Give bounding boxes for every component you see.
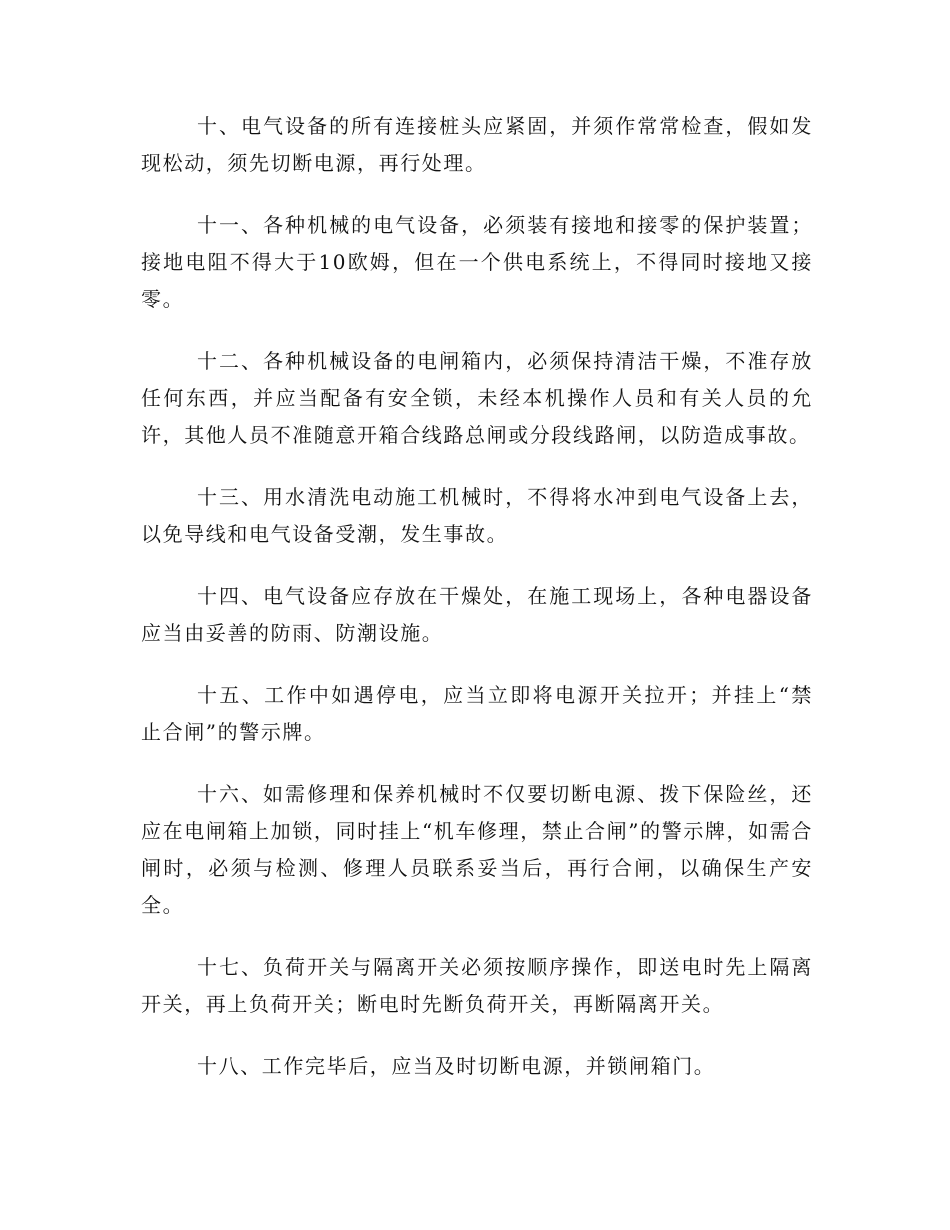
paragraph-15: 十五、工作中如遇停电，应当立即将电源开关拉开；并挂上“禁止合闸”的警示牌。: [141, 683, 813, 744]
paragraph-14: 十四、电气设备应存放在干燥处，在施工现场上，各种电器设备应当由妥善的防雨、防潮设施。: [141, 584, 813, 645]
paragraph-12: 十二、各种机械设备的电闸箱内，必须保持清洁干燥，不准存放任何东西，并应当配备有安全锁，未经本机操作人员和有关人员的允许，其他人员不准随意开箱合线路总闸或分段线路闸，以防造成事故。: [141, 349, 813, 447]
paragraph-18: 十八、工作完毕后，应当及时切断电源，并锁闸箱门。: [197, 1054, 716, 1078]
document-body: [141, 108, 813, 1110]
paragraph-10: 十、电气设备的所有连接桩头应紧固，并须作常常检查，假如发现松动，须先切断电源，再行处理。: [141, 114, 813, 175]
paragraph-16: 十六、如需修理和保养机械时不仅要切断电源、拨下保险丝，还应在电闸箱上加锁，同时挂上“机车修理，禁止合闸”的警示牌，如需合闸时，必须与检测、修理人员联系妥当后，再行合闸，以确保生产安全。: [141, 782, 813, 917]
paragraph-11: 十一、各种机械的电气设备，必须装有接地和接零的保护装置；接地电阻不得大于10欧姆，但在一个供电系统上，不得同时接地又接零。: [141, 213, 813, 311]
paragraph-13: 十三、用水清洗电动施工机械时，不得将水冲到电气设备上去，以免导线和电气设备受潮，发生事故。: [141, 485, 813, 546]
paragraph-17: 十七、负荷开关与隔离开关必须按顺序操作，即送电时先上隔离开关，再上负荷开关；断电时先断负荷开关，再断隔离开关。: [141, 955, 813, 1016]
